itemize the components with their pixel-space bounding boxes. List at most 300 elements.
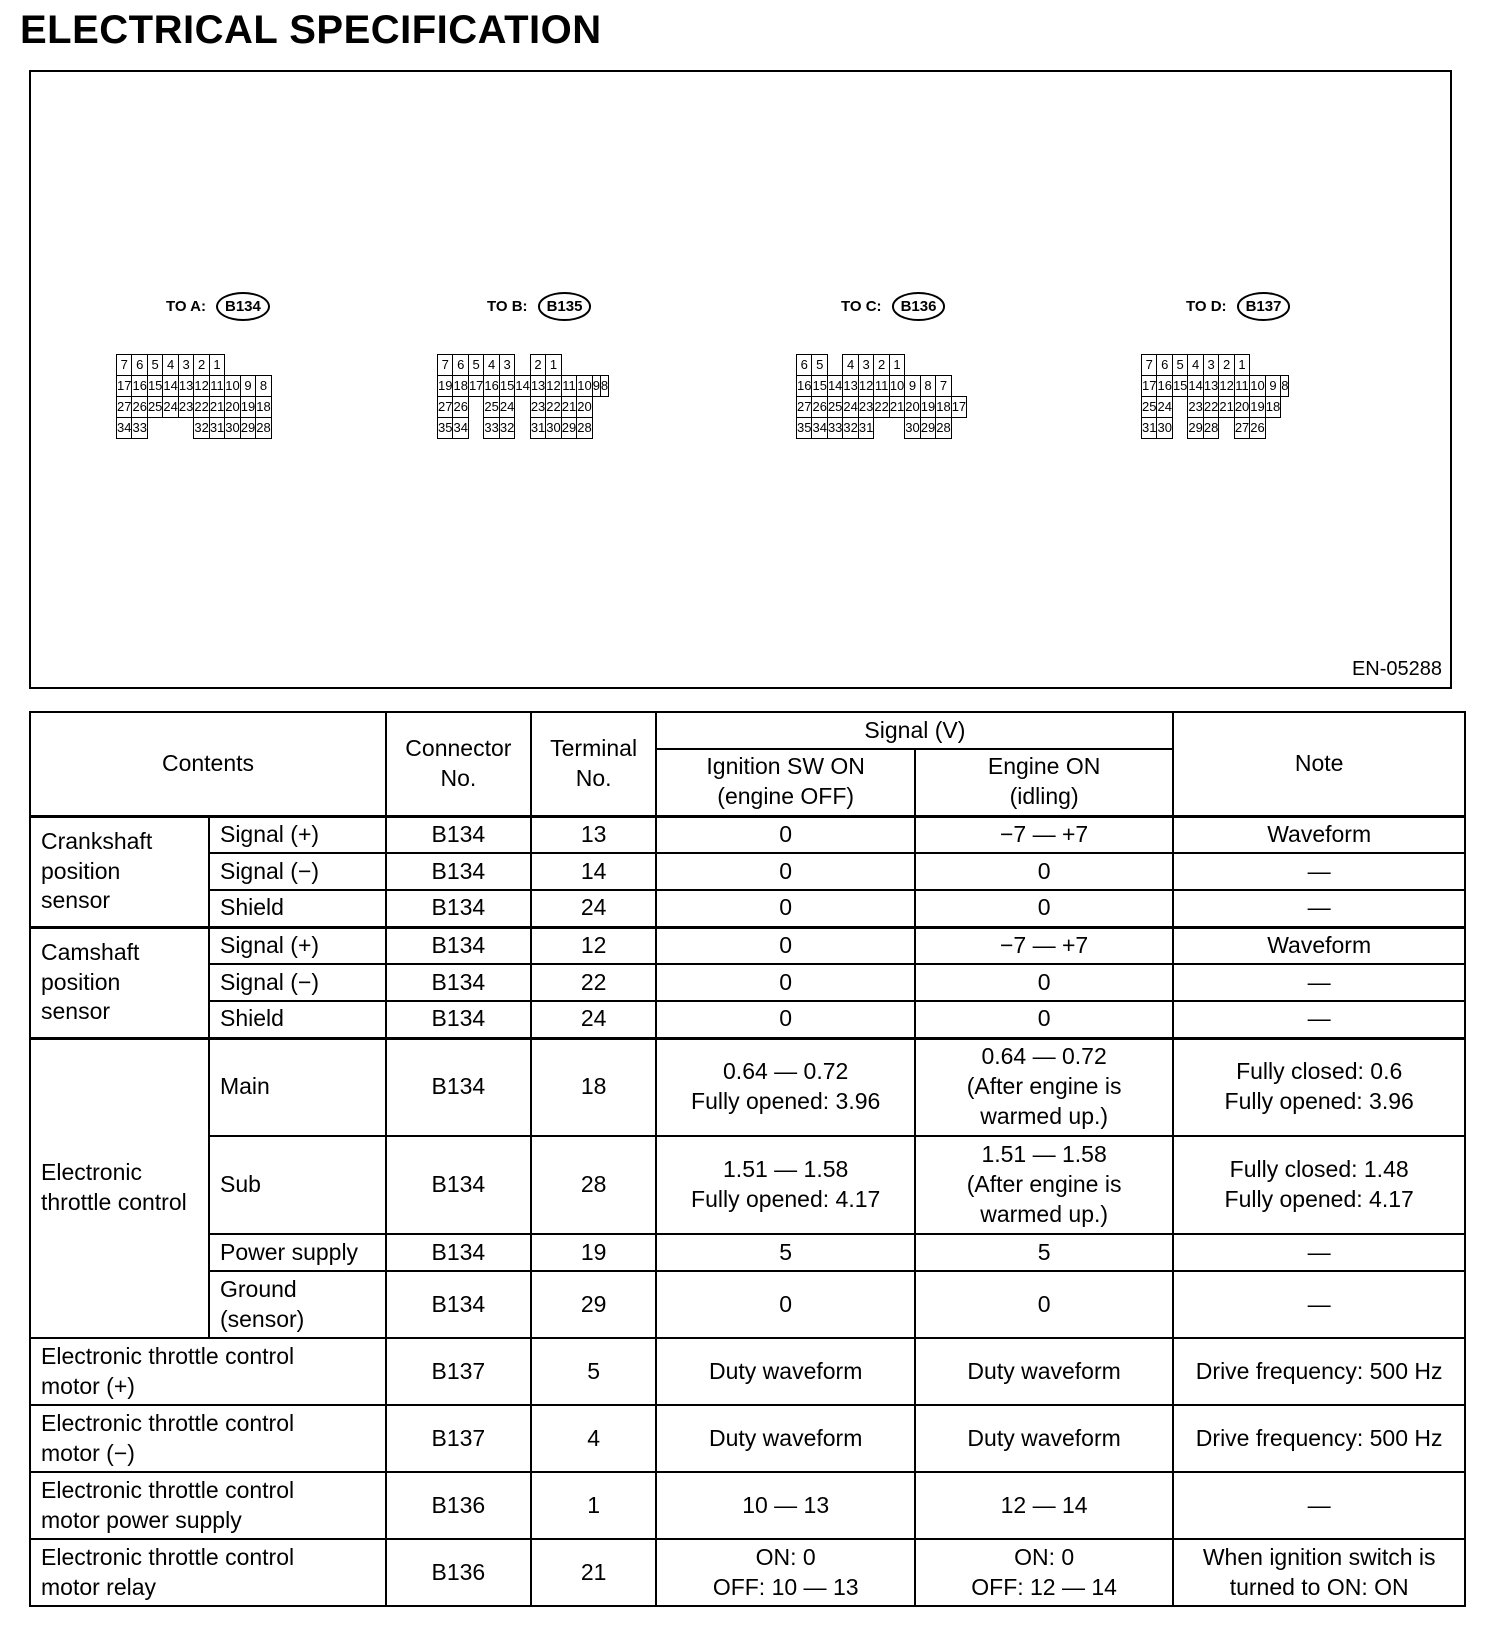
engine-line3: warmed up.)	[980, 1200, 1109, 1227]
pin-cell: 32	[843, 418, 858, 439]
engine-line1: ON: 0	[1014, 1543, 1075, 1570]
pin-cell: 25	[827, 397, 842, 418]
pin-cell: 11	[209, 376, 224, 397]
connector-cell: B134	[386, 1001, 531, 1038]
pin-cell: 20	[577, 397, 592, 418]
pin-row	[117, 418, 272, 439]
pin-cell: 16	[484, 376, 499, 397]
pin-cell: 28	[1203, 418, 1218, 439]
pin-cell: 18	[256, 397, 271, 418]
pin-cell: 12	[546, 376, 561, 397]
pin-cell: 18	[453, 376, 468, 397]
pin-row	[117, 355, 272, 376]
table-row	[30, 1539, 1465, 1606]
pin-cell: 8	[600, 376, 608, 397]
pin-cell: 21	[889, 397, 904, 418]
engine-line1: 0.64 — 0.72	[981, 1043, 1107, 1070]
note-cell: Drive frequency: 500 Hz	[1173, 1405, 1465, 1472]
item-cell: Signal (−)	[209, 853, 386, 890]
terminal-cell: 12	[531, 927, 657, 964]
terminal-cell: 13	[531, 816, 657, 853]
engine-cell: Duty waveform	[915, 1338, 1173, 1405]
group-camshaft-line3: sensor	[41, 998, 111, 1025]
contents-cell	[30, 1472, 386, 1539]
connector-d-label	[1186, 292, 1290, 321]
pin-cell: 29	[920, 418, 935, 439]
connector-b-label	[487, 292, 591, 321]
note-line2: Fully opened: 3.96	[1224, 1088, 1414, 1115]
pin-cell: 25	[147, 397, 162, 418]
connector-c-id: B136	[892, 292, 946, 321]
pin-row	[1142, 418, 1289, 439]
table-row	[30, 853, 1465, 890]
pin-cell: 3	[178, 355, 193, 376]
note-cell: —	[1173, 890, 1465, 927]
pin-row	[1142, 376, 1289, 397]
connector-a-prefix: TO A:	[166, 298, 206, 315]
table-row	[30, 1271, 1465, 1338]
header-terminal-line1: Terminal	[550, 734, 638, 761]
pin-gap	[468, 418, 483, 439]
terminal-cell: 21	[531, 1539, 657, 1606]
ignition-line1: 1.51 — 1.58	[723, 1156, 849, 1183]
pin-cell: 4	[484, 355, 499, 376]
pin-cell: 16	[1157, 376, 1172, 397]
group-etc-line1: Electronic	[41, 1159, 142, 1186]
pin-row	[797, 397, 967, 418]
pin-cell: 27	[797, 397, 812, 418]
pin-gap	[874, 418, 889, 439]
pin-cell: 6	[1157, 355, 1172, 376]
pin-cell: 28	[577, 418, 592, 439]
pin-cell: 19	[240, 397, 255, 418]
pin-cell: 17	[951, 397, 966, 418]
pin-row	[438, 376, 609, 397]
connector-b-prefix: TO B:	[487, 298, 528, 315]
ignition-cell: 0	[656, 816, 914, 853]
group-electronic-throttle	[30, 1038, 209, 1338]
pin-cell: 17	[468, 376, 483, 397]
note-cell: —	[1173, 1472, 1465, 1539]
header-terminal	[531, 712, 657, 816]
pin-cell: 10	[225, 376, 240, 397]
pin-cell: 15	[1172, 376, 1187, 397]
connector-a-id: B134	[216, 292, 270, 321]
group-crankshaft	[30, 816, 209, 927]
terminal-cell: 14	[531, 853, 657, 890]
pin-cell: 12	[194, 376, 209, 397]
header-engine	[915, 749, 1173, 816]
pin-gap	[178, 418, 193, 439]
terminal-cell: 18	[531, 1038, 657, 1136]
pin-gap	[163, 418, 178, 439]
table-row	[30, 816, 1465, 853]
pin-cell: 13	[843, 376, 858, 397]
connector-b-pin-grid	[437, 354, 609, 439]
engine-cell: 0	[915, 890, 1173, 927]
pin-cell: 26	[132, 397, 147, 418]
terminal-cell: 22	[531, 964, 657, 1001]
terminal-cell: 5	[531, 1338, 657, 1405]
ignition-cell: 0	[656, 890, 914, 927]
pin-cell: 31	[209, 418, 224, 439]
connector-cell: B137	[386, 1405, 531, 1472]
ignition-cell: 0	[656, 1001, 914, 1038]
pin-cell: 6	[797, 355, 812, 376]
pin-cell: 34	[117, 418, 132, 439]
pin-cell: 1	[1234, 355, 1249, 376]
table-row	[30, 1001, 1465, 1038]
pin-cell: 14	[1188, 376, 1203, 397]
item-cell: Signal (+)	[209, 927, 386, 964]
table-row	[30, 1338, 1465, 1405]
pin-row	[117, 397, 272, 418]
item-cell: Signal (+)	[209, 816, 386, 853]
engine-cell: −7 — +7	[915, 816, 1173, 853]
header-connector-line2: No.	[440, 764, 477, 791]
pin-cell: 30	[225, 418, 240, 439]
pin-cell: 22	[1203, 397, 1218, 418]
terminal-cell: 24	[531, 890, 657, 927]
pin-cell: 16	[797, 376, 812, 397]
pin-row	[438, 397, 609, 418]
engine-cell	[915, 1038, 1173, 1136]
note-cell: —	[1173, 964, 1465, 1001]
pin-cell: 18	[1265, 397, 1280, 418]
pin-cell: 29	[1188, 418, 1203, 439]
pin-cell: 9	[905, 376, 920, 397]
pin-cell: 30	[905, 418, 920, 439]
pin-cell: 2	[1219, 355, 1234, 376]
engine-cell: 5	[915, 1234, 1173, 1271]
pin-cell: 7	[438, 355, 453, 376]
page-title: ELECTRICAL SPECIFICATION	[20, 8, 602, 52]
pin-row	[797, 376, 967, 397]
ignition-cell: Duty waveform	[656, 1338, 914, 1405]
pin-cell: 4	[843, 355, 858, 376]
note-cell	[1173, 1136, 1465, 1234]
pin-gap	[1172, 418, 1187, 439]
group-camshaft-line2: position	[41, 968, 121, 995]
connector-diagram	[29, 70, 1452, 689]
pin-cell: 30	[546, 418, 561, 439]
pin-cell: 10	[889, 376, 904, 397]
pin-cell: 11	[1234, 376, 1249, 397]
pin-cell: 13	[530, 376, 545, 397]
table-row	[30, 1136, 1465, 1234]
header-engine-line1: Engine ON	[987, 753, 1101, 780]
table-row	[30, 1472, 1465, 1539]
terminal-cell: 19	[531, 1234, 657, 1271]
pin-cell: 13	[178, 376, 193, 397]
terminal-cell: 29	[531, 1271, 657, 1338]
pin-cell: 9	[1265, 376, 1280, 397]
connector-cell: B137	[386, 1338, 531, 1405]
pin-cell: 23	[530, 397, 545, 418]
pin-cell: 6	[132, 355, 147, 376]
engine-line1: 1.51 — 1.58	[981, 1141, 1107, 1168]
pin-cell: 3	[499, 355, 514, 376]
pin-cell: 2	[194, 355, 209, 376]
contents-cell	[30, 1405, 386, 1472]
ignition-line1: 0.64 — 0.72	[723, 1058, 849, 1085]
engine-line2: (After engine is	[966, 1171, 1122, 1198]
engine-cell	[915, 1136, 1173, 1234]
pin-cell: 9	[592, 376, 600, 397]
header-ignition	[656, 749, 914, 816]
pin-cell: 2	[874, 355, 889, 376]
engine-line2: OFF: 12 — 14	[971, 1573, 1117, 1600]
pin-cell: 27	[1234, 418, 1249, 439]
contents-line2: motor (+)	[41, 1372, 135, 1399]
pin-row	[1142, 397, 1289, 418]
pin-cell: 21	[209, 397, 224, 418]
item-cell	[209, 1271, 386, 1338]
pin-gap	[515, 397, 530, 418]
header-connector-line1: Connector	[405, 734, 512, 761]
pin-cell: 1	[546, 355, 561, 376]
item-line2: (sensor)	[219, 1305, 305, 1332]
header-signal: Signal (V)	[656, 712, 1173, 749]
pin-row	[117, 376, 272, 397]
pin-row	[797, 418, 967, 439]
pin-cell: 29	[240, 418, 255, 439]
connector-cell: B134	[386, 927, 531, 964]
pin-cell: 17	[1142, 376, 1157, 397]
electrical-spec-table	[29, 711, 1466, 1607]
contents-cell	[30, 1539, 386, 1606]
pin-cell: 5	[812, 355, 827, 376]
pin-gap	[515, 355, 530, 376]
pin-gap	[1219, 418, 1234, 439]
pin-cell: 26	[812, 397, 827, 418]
note-line1: When ignition switch is	[1202, 1543, 1436, 1570]
item-cell: Shield	[209, 890, 386, 927]
ignition-cell: Duty waveform	[656, 1405, 914, 1472]
note-cell: Drive frequency: 500 Hz	[1173, 1338, 1465, 1405]
pin-cell: 26	[1250, 418, 1265, 439]
pin-cell: 29	[561, 418, 576, 439]
pin-cell: 16	[132, 376, 147, 397]
connector-c-label	[841, 292, 945, 321]
ignition-line1: ON: 0	[755, 1543, 816, 1570]
pin-cell: 21	[1219, 397, 1234, 418]
pin-gap	[147, 418, 162, 439]
header-note: Note	[1173, 712, 1465, 816]
contents-line2: motor relay	[41, 1573, 157, 1600]
table-row	[30, 1038, 1465, 1136]
engine-line2: (After engine is	[966, 1073, 1122, 1100]
pin-cell: 31	[1142, 418, 1157, 439]
ignition-cell	[656, 1136, 914, 1234]
pin-cell: 1	[889, 355, 904, 376]
pin-cell: 12	[1219, 376, 1234, 397]
ignition-line2: Fully opened: 4.17	[691, 1186, 881, 1212]
note-cell: Waveform	[1173, 927, 1465, 964]
pin-cell: 25	[484, 397, 499, 418]
connector-cell: B134	[386, 964, 531, 1001]
note-line1: Fully closed: 0.6	[1236, 1058, 1403, 1085]
pin-row	[1142, 355, 1289, 376]
pin-cell: 33	[484, 418, 499, 439]
pin-cell: 4	[163, 355, 178, 376]
connector-d-prefix: TO D:	[1186, 298, 1227, 315]
contents-line2: motor power supply	[41, 1506, 242, 1533]
pin-cell: 15	[147, 376, 162, 397]
pin-cell: 24	[499, 397, 514, 418]
engine-cell: 0	[915, 1001, 1173, 1038]
engine-cell: 0	[915, 1271, 1173, 1338]
note-line1: Fully closed: 1.48	[1229, 1156, 1409, 1183]
pin-gap	[468, 397, 483, 418]
pin-cell: 27	[438, 397, 453, 418]
pin-cell: 6	[453, 355, 468, 376]
contents-line1: Electronic throttle control	[41, 1409, 295, 1436]
ignition-line2: Fully opened: 3.96	[691, 1088, 881, 1115]
group-crankshaft-line1: Crankshaft	[41, 827, 153, 854]
item-line1: Ground	[219, 1275, 297, 1302]
pin-cell: 9	[240, 376, 255, 397]
header-engine-line2: (idling)	[1009, 783, 1079, 810]
contents-cell	[30, 1338, 386, 1405]
engine-cell: Duty waveform	[915, 1405, 1173, 1472]
connector-a-pin-grid	[116, 354, 272, 439]
group-camshaft	[30, 927, 209, 1038]
item-cell: Shield	[209, 1001, 386, 1038]
note-cell: —	[1173, 853, 1465, 890]
item-cell: Signal (−)	[209, 964, 386, 1001]
header-contents: Contents	[30, 712, 386, 816]
item-cell: Power supply	[209, 1234, 386, 1271]
connector-c-pin-grid	[796, 354, 967, 439]
pin-cell: 11	[561, 376, 576, 397]
connector-cell: B136	[386, 1539, 531, 1606]
header-ignition-line1: Ignition SW ON	[706, 753, 865, 780]
pin-cell: 24	[843, 397, 858, 418]
header-terminal-line2: No.	[575, 764, 612, 791]
ignition-cell: 5	[656, 1234, 914, 1271]
connector-cell: B134	[386, 1038, 531, 1136]
table-row	[30, 1405, 1465, 1472]
pin-cell: 35	[438, 418, 453, 439]
ignition-cell: 0	[656, 927, 914, 964]
ignition-cell: 10 — 13	[656, 1472, 914, 1539]
pin-cell: 5	[1172, 355, 1187, 376]
note-cell	[1173, 1038, 1465, 1136]
pin-gap	[515, 418, 530, 439]
pin-cell: 3	[1203, 355, 1218, 376]
pin-cell: 30	[1157, 418, 1172, 439]
pin-cell: 10	[577, 376, 592, 397]
pin-cell: 14	[827, 376, 842, 397]
pin-cell: 7	[117, 355, 132, 376]
pin-cell: 8	[1281, 376, 1289, 397]
table-row	[30, 964, 1465, 1001]
engine-line3: warmed up.)	[980, 1103, 1109, 1130]
table-row	[30, 1234, 1465, 1271]
pin-cell: 31	[530, 418, 545, 439]
pin-cell: 27	[117, 397, 132, 418]
pin-cell: 20	[225, 397, 240, 418]
pin-cell: 32	[499, 418, 514, 439]
connector-cell: B134	[386, 816, 531, 853]
ignition-cell: 0	[656, 964, 914, 1001]
pin-cell: 33	[827, 418, 842, 439]
engine-cell: 0	[915, 853, 1173, 890]
pin-cell: 23	[858, 397, 873, 418]
pin-cell: 24	[1157, 397, 1172, 418]
pin-cell: 35	[797, 418, 812, 439]
pin-cell: 11	[874, 376, 889, 397]
pin-cell: 19	[438, 376, 453, 397]
pin-cell: 18	[936, 397, 951, 418]
pin-cell: 34	[453, 418, 468, 439]
pin-row	[797, 355, 967, 376]
pin-cell: 2	[530, 355, 545, 376]
pin-cell: 15	[812, 376, 827, 397]
connector-cell: B134	[386, 1136, 531, 1234]
pin-cell: 8	[920, 376, 935, 397]
group-crankshaft-line2: position	[41, 857, 121, 884]
pin-cell: 21	[561, 397, 576, 418]
ignition-line2: OFF: 10 — 13	[712, 1573, 859, 1600]
connector-cell: B134	[386, 1271, 531, 1338]
pin-cell: 28	[256, 418, 271, 439]
pin-cell: 20	[1234, 397, 1249, 418]
note-line2: turned to ON: ON	[1229, 1573, 1409, 1600]
connector-cell: B134	[386, 1234, 531, 1271]
pin-cell: 1	[209, 355, 224, 376]
ignition-cell	[656, 1539, 914, 1606]
group-camshaft-line1: Camshaft	[41, 938, 140, 965]
pin-cell: 14	[163, 376, 178, 397]
pin-cell: 12	[858, 376, 873, 397]
table-row	[30, 890, 1465, 927]
header-connector	[386, 712, 531, 816]
pin-gap	[889, 418, 904, 439]
ignition-cell	[656, 1038, 914, 1136]
pin-cell: 10	[1250, 376, 1265, 397]
group-etc-line2: throttle control	[41, 1189, 187, 1216]
group-crankshaft-line3: sensor	[41, 887, 111, 914]
engine-cell	[915, 1539, 1173, 1606]
note-line2: Fully opened: 4.17	[1224, 1186, 1414, 1212]
terminal-cell: 4	[531, 1405, 657, 1472]
table-row	[30, 927, 1465, 964]
header-ignition-line2: (engine OFF)	[717, 783, 855, 810]
item-cell: Sub	[209, 1136, 386, 1234]
pin-cell: 7	[1142, 355, 1157, 376]
pin-cell: 3	[858, 355, 873, 376]
terminal-cell: 1	[531, 1472, 657, 1539]
pin-cell: 5	[147, 355, 162, 376]
pin-cell: 20	[905, 397, 920, 418]
contents-line1: Electronic throttle control	[41, 1476, 295, 1503]
pin-cell: 22	[874, 397, 889, 418]
pin-cell: 28	[936, 418, 951, 439]
pin-cell: 19	[920, 397, 935, 418]
note-cell: —	[1173, 1271, 1465, 1338]
pin-gap	[1172, 397, 1187, 418]
connector-c-prefix: TO C:	[841, 298, 882, 315]
pin-cell: 25	[1142, 397, 1157, 418]
engine-cell: 0	[915, 964, 1173, 1001]
pin-cell: 23	[1188, 397, 1203, 418]
note-cell	[1173, 1539, 1465, 1606]
pin-cell: 15	[499, 376, 514, 397]
pin-cell: 8	[256, 376, 271, 397]
note-cell: —	[1173, 1001, 1465, 1038]
